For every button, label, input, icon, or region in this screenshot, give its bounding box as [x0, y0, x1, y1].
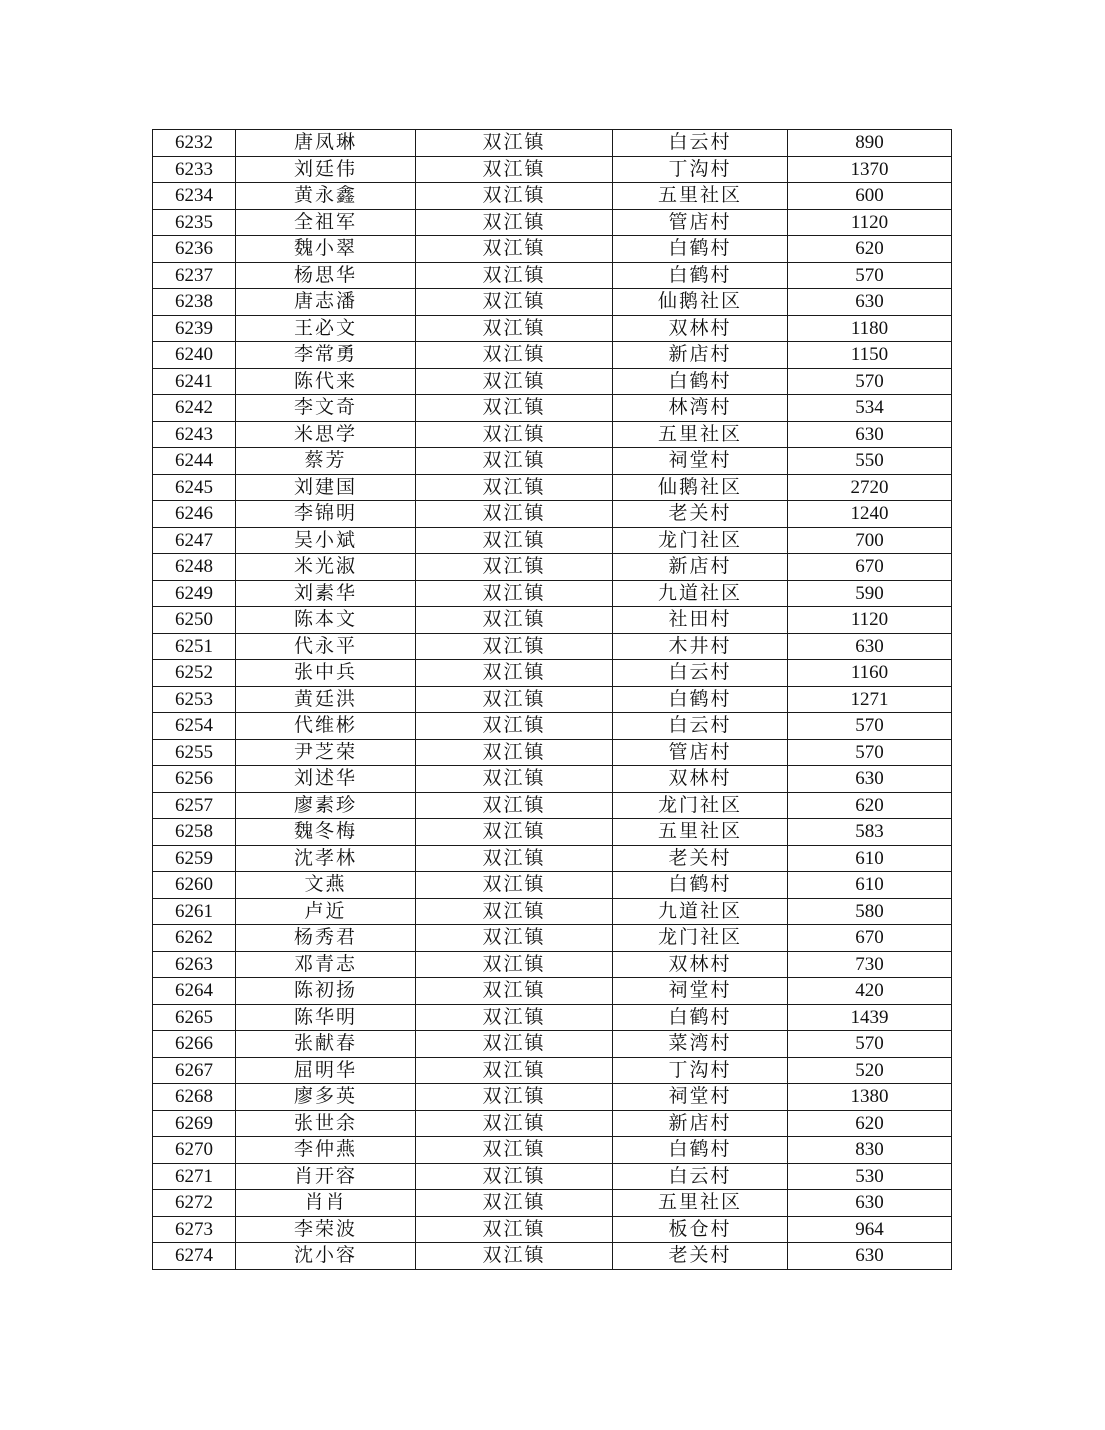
cell-name: 吴小斌: [236, 527, 416, 554]
table-row: [153, 739, 952, 766]
cell-id: 6239: [153, 315, 236, 342]
table-row: [153, 315, 952, 342]
cell-village: 新店村: [613, 554, 788, 581]
cell-town: 双江镇: [416, 1163, 613, 1190]
cell-id: 6268: [153, 1084, 236, 1111]
cell-village: 白鹤村: [613, 368, 788, 395]
cell-name: 张献春: [236, 1031, 416, 1058]
cell-village: 仙鹅社区: [613, 474, 788, 501]
table-row: [153, 1243, 952, 1270]
cell-town: 双江镇: [416, 368, 613, 395]
cell-name: 陈华明: [236, 1004, 416, 1031]
cell-name: 尹芝荣: [236, 739, 416, 766]
cell-town: 双江镇: [416, 289, 613, 316]
cell-name: 李锦明: [236, 501, 416, 528]
cell-town: 双江镇: [416, 1084, 613, 1111]
table-row: [153, 872, 952, 899]
cell-name: 李常勇: [236, 342, 416, 369]
cell-name: 刘述华: [236, 766, 416, 793]
cell-amount: 630: [788, 1190, 952, 1217]
cell-town: 双江镇: [416, 766, 613, 793]
cell-town: 双江镇: [416, 130, 613, 157]
table-row: [153, 1057, 952, 1084]
cell-village: 九道社区: [613, 580, 788, 607]
cell-village: 祠堂村: [613, 978, 788, 1005]
cell-village: 龙门社区: [613, 792, 788, 819]
cell-village: 木井村: [613, 633, 788, 660]
cell-village: 祠堂村: [613, 448, 788, 475]
cell-id: 6269: [153, 1110, 236, 1137]
cell-amount: 1439: [788, 1004, 952, 1031]
cell-town: 双江镇: [416, 262, 613, 289]
table-row: [153, 713, 952, 740]
cell-village: 白云村: [613, 130, 788, 157]
cell-town: 双江镇: [416, 607, 613, 634]
cell-village: 新店村: [613, 342, 788, 369]
cell-amount: 630: [788, 633, 952, 660]
cell-village: 老关村: [613, 845, 788, 872]
table-row: [153, 209, 952, 236]
cell-amount: 630: [788, 289, 952, 316]
cell-town: 双江镇: [416, 713, 613, 740]
cell-town: 双江镇: [416, 739, 613, 766]
table-row: [153, 819, 952, 846]
cell-name: 张中兵: [236, 660, 416, 687]
cell-town: 双江镇: [416, 1216, 613, 1243]
subsidy-table: [152, 129, 952, 1270]
cell-amount: 964: [788, 1216, 952, 1243]
table-row: [153, 1190, 952, 1217]
cell-town: 双江镇: [416, 209, 613, 236]
cell-id: 6271: [153, 1163, 236, 1190]
cell-town: 双江镇: [416, 898, 613, 925]
cell-amount: 570: [788, 713, 952, 740]
cell-name: 张世余: [236, 1110, 416, 1137]
cell-id: 6255: [153, 739, 236, 766]
cell-amount: 730: [788, 951, 952, 978]
cell-village: 双林村: [613, 315, 788, 342]
cell-id: 6245: [153, 474, 236, 501]
cell-village: 白鹤村: [613, 686, 788, 713]
cell-id: 6256: [153, 766, 236, 793]
table-row: [153, 448, 952, 475]
cell-name: 沈孝林: [236, 845, 416, 872]
table-row: [153, 898, 952, 925]
cell-town: 双江镇: [416, 686, 613, 713]
cell-amount: 620: [788, 236, 952, 263]
table-row: [153, 1216, 952, 1243]
cell-amount: 620: [788, 1110, 952, 1137]
cell-village: 白鹤村: [613, 872, 788, 899]
cell-village: 新店村: [613, 1110, 788, 1137]
cell-name: 黄廷洪: [236, 686, 416, 713]
cell-amount: 534: [788, 395, 952, 422]
cell-name: 肖肖: [236, 1190, 416, 1217]
table-row: [153, 766, 952, 793]
cell-town: 双江镇: [416, 421, 613, 448]
cell-amount: 1150: [788, 342, 952, 369]
cell-village: 白鹤村: [613, 1137, 788, 1164]
cell-village: 社田村: [613, 607, 788, 634]
cell-town: 双江镇: [416, 527, 613, 554]
cell-town: 双江镇: [416, 978, 613, 1005]
cell-id: 6241: [153, 368, 236, 395]
cell-village: 白鹤村: [613, 1004, 788, 1031]
cell-town: 双江镇: [416, 951, 613, 978]
cell-village: 仙鹅社区: [613, 289, 788, 316]
cell-amount: 2720: [788, 474, 952, 501]
table-row: [153, 607, 952, 634]
cell-id: 6264: [153, 978, 236, 1005]
cell-id: 6265: [153, 1004, 236, 1031]
cell-amount: 830: [788, 1137, 952, 1164]
cell-amount: 610: [788, 872, 952, 899]
cell-amount: 1370: [788, 156, 952, 183]
cell-id: 6243: [153, 421, 236, 448]
cell-village: 双林村: [613, 951, 788, 978]
cell-town: 双江镇: [416, 845, 613, 872]
table-row: [153, 527, 952, 554]
cell-town: 双江镇: [416, 395, 613, 422]
cell-amount: 570: [788, 262, 952, 289]
cell-village: 五里社区: [613, 819, 788, 846]
cell-amount: 570: [788, 739, 952, 766]
cell-id: 6250: [153, 607, 236, 634]
cell-village: 白鹤村: [613, 262, 788, 289]
cell-name: 文燕: [236, 872, 416, 899]
cell-amount: 610: [788, 845, 952, 872]
cell-id: 6235: [153, 209, 236, 236]
cell-town: 双江镇: [416, 448, 613, 475]
cell-name: 米光淑: [236, 554, 416, 581]
table-row: [153, 342, 952, 369]
table-row: [153, 1163, 952, 1190]
cell-id: 6248: [153, 554, 236, 581]
table-row: [153, 660, 952, 687]
cell-town: 双江镇: [416, 1243, 613, 1270]
cell-name: 廖多英: [236, 1084, 416, 1111]
table-row: [153, 501, 952, 528]
table-row: [153, 925, 952, 952]
table-row: [153, 289, 952, 316]
cell-name: 唐志潘: [236, 289, 416, 316]
cell-amount: 630: [788, 421, 952, 448]
cell-town: 双江镇: [416, 792, 613, 819]
table-body: [153, 130, 952, 1270]
cell-id: 6244: [153, 448, 236, 475]
cell-id: 6270: [153, 1137, 236, 1164]
cell-town: 双江镇: [416, 554, 613, 581]
cell-amount: 620: [788, 792, 952, 819]
cell-id: 6261: [153, 898, 236, 925]
cell-amount: 1271: [788, 686, 952, 713]
cell-name: 李仲燕: [236, 1137, 416, 1164]
cell-town: 双江镇: [416, 633, 613, 660]
cell-amount: 590: [788, 580, 952, 607]
cell-name: 黄永鑫: [236, 183, 416, 210]
cell-id: 6254: [153, 713, 236, 740]
cell-town: 双江镇: [416, 1190, 613, 1217]
table-row: [153, 474, 952, 501]
table-row: [153, 1137, 952, 1164]
cell-id: 6253: [153, 686, 236, 713]
table-row: [153, 845, 952, 872]
cell-amount: 1120: [788, 607, 952, 634]
cell-village: 五里社区: [613, 183, 788, 210]
cell-amount: 550: [788, 448, 952, 475]
cell-village: 白云村: [613, 1163, 788, 1190]
cell-name: 刘建国: [236, 474, 416, 501]
cell-id: 6257: [153, 792, 236, 819]
table-row: [153, 156, 952, 183]
cell-id: 6238: [153, 289, 236, 316]
cell-id: 6251: [153, 633, 236, 660]
cell-town: 双江镇: [416, 872, 613, 899]
cell-amount: 630: [788, 766, 952, 793]
cell-town: 双江镇: [416, 819, 613, 846]
cell-amount: 890: [788, 130, 952, 157]
cell-name: 陈初扬: [236, 978, 416, 1005]
cell-id: 6273: [153, 1216, 236, 1243]
cell-id: 6249: [153, 580, 236, 607]
cell-village: 板仓村: [613, 1216, 788, 1243]
cell-town: 双江镇: [416, 474, 613, 501]
cell-amount: 670: [788, 925, 952, 952]
cell-id: 6247: [153, 527, 236, 554]
cell-amount: 580: [788, 898, 952, 925]
cell-amount: 520: [788, 1057, 952, 1084]
cell-name: 邓青志: [236, 951, 416, 978]
cell-name: 全祖军: [236, 209, 416, 236]
cell-id: 6274: [153, 1243, 236, 1270]
cell-id: 6233: [153, 156, 236, 183]
cell-village: 白鹤村: [613, 236, 788, 263]
table-row: [153, 633, 952, 660]
cell-id: 6266: [153, 1031, 236, 1058]
table-row: [153, 183, 952, 210]
cell-name: 唐凤琳: [236, 130, 416, 157]
cell-name: 代永平: [236, 633, 416, 660]
cell-name: 刘廷伟: [236, 156, 416, 183]
cell-town: 双江镇: [416, 236, 613, 263]
cell-village: 管店村: [613, 739, 788, 766]
cell-village: 双林村: [613, 766, 788, 793]
table-row: [153, 130, 952, 157]
cell-name: 蔡芳: [236, 448, 416, 475]
cell-town: 双江镇: [416, 1057, 613, 1084]
cell-amount: 1120: [788, 209, 952, 236]
cell-id: 6246: [153, 501, 236, 528]
cell-name: 杨思华: [236, 262, 416, 289]
cell-id: 6237: [153, 262, 236, 289]
table-row: [153, 1004, 952, 1031]
table-row: [153, 580, 952, 607]
cell-village: 老关村: [613, 1243, 788, 1270]
cell-amount: 700: [788, 527, 952, 554]
table-row: [153, 421, 952, 448]
table-row: [153, 951, 952, 978]
cell-id: 6252: [153, 660, 236, 687]
cell-town: 双江镇: [416, 501, 613, 528]
cell-amount: 530: [788, 1163, 952, 1190]
cell-id: 6240: [153, 342, 236, 369]
cell-id: 6267: [153, 1057, 236, 1084]
cell-town: 双江镇: [416, 580, 613, 607]
cell-town: 双江镇: [416, 1004, 613, 1031]
cell-village: 龙门社区: [613, 925, 788, 952]
cell-village: 林湾村: [613, 395, 788, 422]
cell-village: 白云村: [613, 713, 788, 740]
cell-town: 双江镇: [416, 660, 613, 687]
table-row: [153, 1031, 952, 1058]
cell-id: 6236: [153, 236, 236, 263]
cell-town: 双江镇: [416, 925, 613, 952]
cell-town: 双江镇: [416, 315, 613, 342]
cell-town: 双江镇: [416, 342, 613, 369]
cell-amount: 583: [788, 819, 952, 846]
cell-name: 杨秀君: [236, 925, 416, 952]
cell-id: 6272: [153, 1190, 236, 1217]
cell-name: 廖素珍: [236, 792, 416, 819]
cell-village: 五里社区: [613, 421, 788, 448]
cell-name: 刘素华: [236, 580, 416, 607]
cell-amount: 570: [788, 368, 952, 395]
cell-village: 祠堂村: [613, 1084, 788, 1111]
cell-amount: 1380: [788, 1084, 952, 1111]
cell-amount: 420: [788, 978, 952, 1005]
cell-name: 陈代来: [236, 368, 416, 395]
cell-name: 屈明华: [236, 1057, 416, 1084]
cell-name: 魏小翠: [236, 236, 416, 263]
cell-name: 王必文: [236, 315, 416, 342]
cell-amount: 1240: [788, 501, 952, 528]
cell-village: 龙门社区: [613, 527, 788, 554]
cell-amount: 570: [788, 1031, 952, 1058]
cell-village: 五里社区: [613, 1190, 788, 1217]
cell-name: 米思学: [236, 421, 416, 448]
cell-town: 双江镇: [416, 156, 613, 183]
table-row: [153, 262, 952, 289]
cell-name: 陈本文: [236, 607, 416, 634]
cell-id: 6263: [153, 951, 236, 978]
cell-id: 6260: [153, 872, 236, 899]
cell-id: 6234: [153, 183, 236, 210]
cell-id: 6259: [153, 845, 236, 872]
table-row: [153, 554, 952, 581]
cell-id: 6232: [153, 130, 236, 157]
cell-village: 丁沟村: [613, 1057, 788, 1084]
cell-village: 九道社区: [613, 898, 788, 925]
cell-name: 代维彬: [236, 713, 416, 740]
table-row: [153, 792, 952, 819]
cell-village: 老关村: [613, 501, 788, 528]
table-row: [153, 395, 952, 422]
cell-village: 白云村: [613, 660, 788, 687]
table-row: [153, 1110, 952, 1137]
cell-name: 李文奇: [236, 395, 416, 422]
cell-town: 双江镇: [416, 1031, 613, 1058]
cell-town: 双江镇: [416, 1137, 613, 1164]
cell-village: 管店村: [613, 209, 788, 236]
table-row: [153, 368, 952, 395]
cell-name: 肖开容: [236, 1163, 416, 1190]
cell-amount: 1160: [788, 660, 952, 687]
cell-town: 双江镇: [416, 1110, 613, 1137]
cell-id: 6242: [153, 395, 236, 422]
cell-id: 6262: [153, 925, 236, 952]
cell-name: 卢近: [236, 898, 416, 925]
cell-amount: 1180: [788, 315, 952, 342]
table-row: [153, 686, 952, 713]
cell-amount: 670: [788, 554, 952, 581]
cell-name: 魏冬梅: [236, 819, 416, 846]
cell-town: 双江镇: [416, 183, 613, 210]
cell-amount: 630: [788, 1243, 952, 1270]
cell-amount: 600: [788, 183, 952, 210]
cell-name: 沈小容: [236, 1243, 416, 1270]
table-row: [153, 236, 952, 263]
table-row: [153, 978, 952, 1005]
cell-id: 6258: [153, 819, 236, 846]
cell-name: 李荣波: [236, 1216, 416, 1243]
table-row: [153, 1084, 952, 1111]
cell-village: 菜湾村: [613, 1031, 788, 1058]
cell-village: 丁沟村: [613, 156, 788, 183]
